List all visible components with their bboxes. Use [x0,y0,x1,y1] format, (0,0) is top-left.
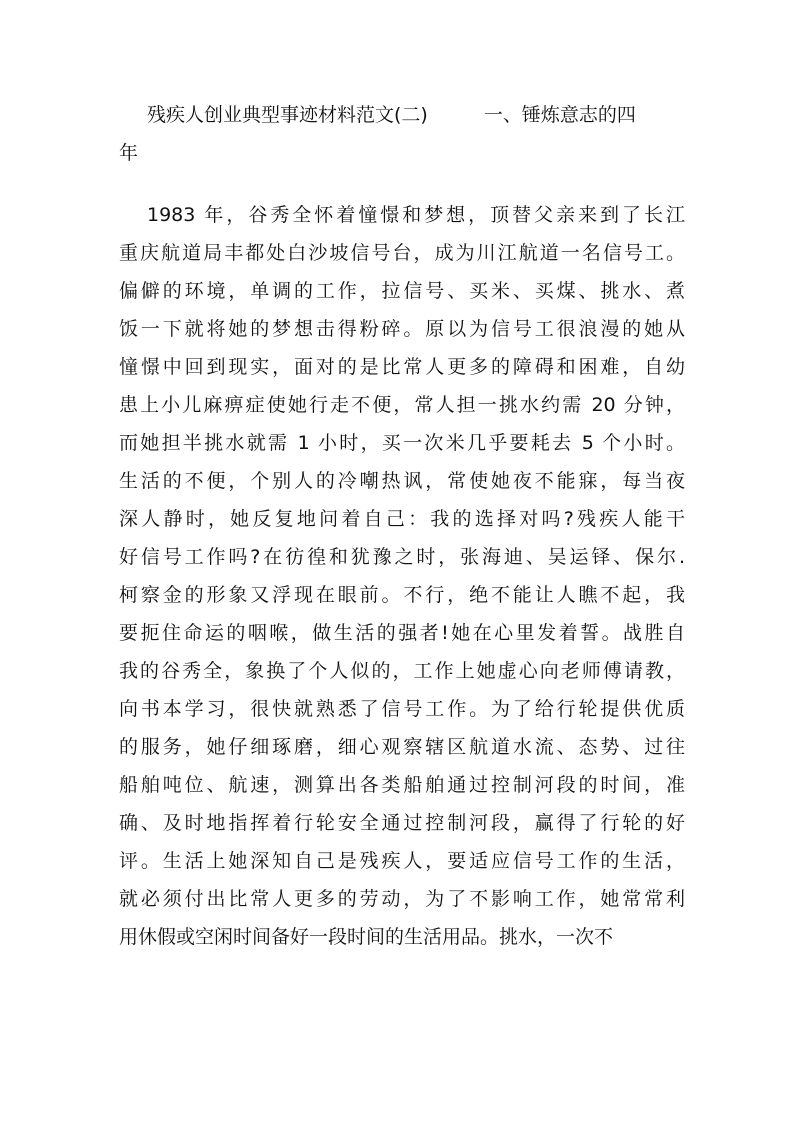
document-body [119,96,685,956]
paragraph-line: 我的谷秀全，象换了个人似的，工作上她虚心向老师傅请教， [119,660,685,682]
paragraph-line: 的服务，她仔细琢磨，细心观察辖区航道水流、态势、过往 [119,736,685,758]
paragraph-line: 重庆航道局丰都处白沙坡信号台，成为川江航道一名信号工。 [119,242,685,264]
section-heading: 一、锤炼意志的四 [483,104,636,126]
paragraph-line: 而她担半挑水就需 1 小时，买一次米几乎要耗去 5 个小时。 [119,432,685,454]
title-line [119,96,685,134]
document-title: 残疾人创业典型事迹材料范文(二) [147,104,428,126]
paragraph-line: 偏僻的环境，单调的工作，拉信号、买米、买煤、挑水、煮 [119,280,685,302]
paragraph-line: 憧憬中回到现实，面对的是比常人更多的障碍和困难，自幼 [119,356,685,378]
paragraph-line: 船舶吨位、航速，测算出各类船舶通过控制河段的时间，准 [119,774,685,796]
section-heading-continuation: 年 [119,142,139,164]
paragraph-line: 确、及时地指挥着行轮安全通过控制河段，赢得了行轮的好 [119,812,685,834]
paragraph-line: 用休假或空闲时间备好一段时间的生活用品。挑水，一次不 [119,926,614,948]
body-paragraph [119,196,685,956]
paragraph-line: 就必须付出比常人更多的劳动，为了不影响工作，她常常利 [119,888,685,910]
paragraph-line: 饭一下就将她的梦想击得粉碎。原以为信号工很浪漫的她从 [119,318,685,340]
paragraph-line: 向书本学习，很快就熟悉了信号工作。为了给行轮提供优质 [119,698,685,720]
paragraph-line: 患上小儿麻痹症使她行走不便，常人担一挑水约需 20 分钟， [119,394,685,416]
paragraph-line: 1983 年，谷秀全怀着憧憬和梦想，顶替父亲来到了长江 [147,204,685,226]
paragraph-line: 要扼住命运的咽喉，做生活的强者!她在心里发着誓。战胜自 [119,622,685,644]
paragraph-line: 生活的不便，个别人的冷嘲热讽，常使她夜不能寐，每当夜 [119,470,685,492]
paragraph-line: 评。生活上她深知自己是残疾人，要适应信号工作的生活， [119,850,685,872]
paragraph-spacer [119,172,685,196]
paragraph-line: 深人静时，她反复地问着自己：我的选择对吗?残疾人能干 [119,508,685,530]
paragraph-line: 柯察金的形象又浮现在眼前。不行，绝不能让人瞧不起，我 [119,584,685,606]
paragraph-line: 好信号工作吗?在彷徨和犹豫之时，张海迪、吴运铎、保尔. [119,546,685,568]
